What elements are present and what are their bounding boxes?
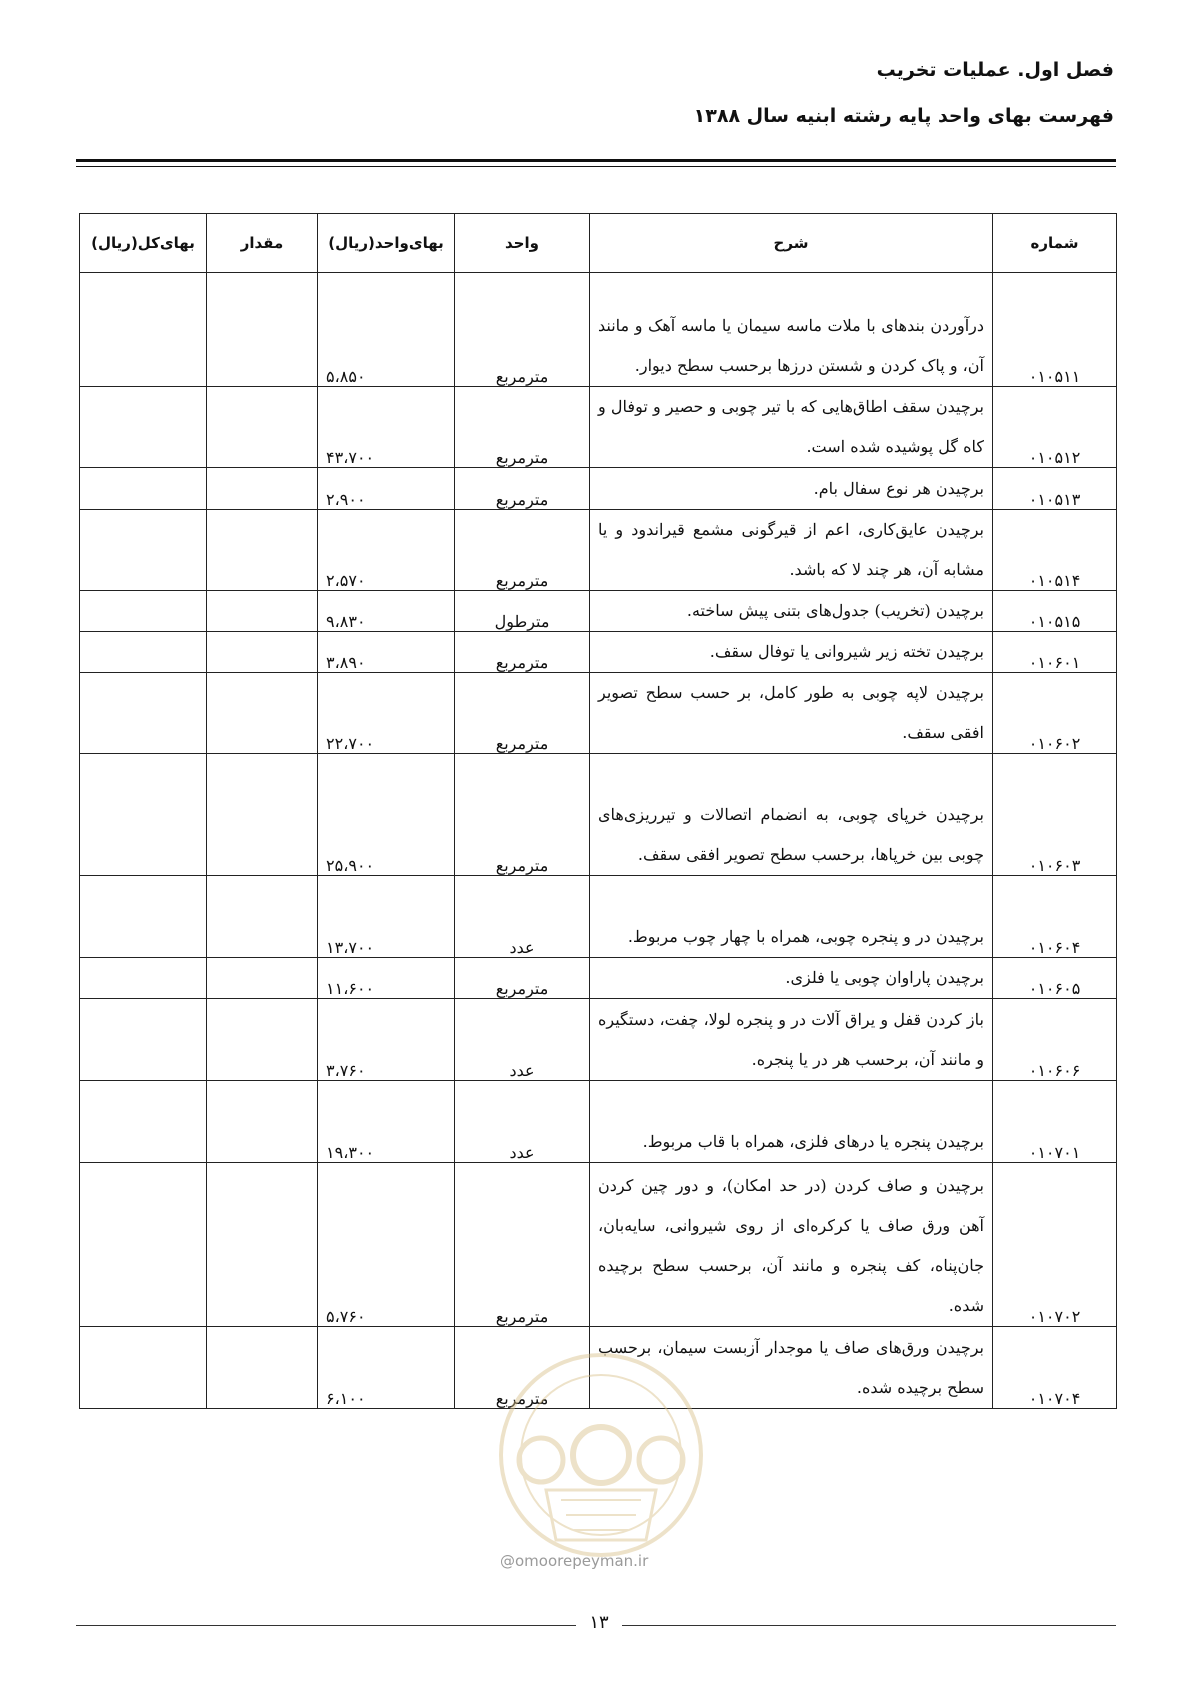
row-quantity (207, 999, 318, 1081)
row-quantity (207, 387, 318, 468)
row-unit: مترمربع (455, 1163, 590, 1327)
row-description: برچیدن پاراوان چوبی یا فلزی. (590, 958, 993, 999)
page-number: ۱۳ (589, 1612, 609, 1633)
row-quantity (207, 958, 318, 999)
row-description: برچیدن و صاف کردن (در حد امکان)، و دور چین کردن آهن ورق صاف یا کرکره‌ای از روی شیروانی، سایه‌بان، جان‌پناه، کف پنجره و مانند آن، برحسب سطح برچیده شده. (590, 1163, 993, 1327)
row-total (80, 958, 207, 999)
row-code: ۰۱۰۵۱۳ (993, 468, 1117, 510)
row-code: ۰۱۰۶۰۱ (993, 632, 1117, 673)
row-unit-price: ۲۲،۷۰۰ (318, 673, 455, 754)
row-code: ۰۱۰۵۱۲ (993, 387, 1117, 468)
footer-rule-left (76, 1625, 576, 1626)
row-unit-price: ۲،۹۰۰ (318, 468, 455, 510)
row-quantity (207, 1163, 318, 1327)
row-code: ۰۱۰۷۰۴ (993, 1327, 1117, 1409)
row-description: برچیدن خرپای چوبی، به انضمام اتصالات و تیرریزی‌های چوبی بین خرپاها، برحسب سطح تصویر افقی سقف. (590, 754, 993, 876)
col-header-unit: واحد (455, 214, 590, 273)
row-code: ۰۱۰۵۱۴ (993, 510, 1117, 591)
row-total (80, 632, 207, 673)
row-total (80, 1163, 207, 1327)
row-unit: عدد (455, 1081, 590, 1163)
row-code: ۰۱۰۶۰۴ (993, 876, 1117, 958)
row-description: درآوردن بندهای با ملات ماسه سیمان یا ماسه آهک و مانند آن، و پاک کردن و شستن درزها برحسب سطح دیوار. (590, 273, 993, 387)
row-description: برچیدن پنجره یا درهای فلزی، همراه با قاب مربوط. (590, 1081, 993, 1163)
header-rule-thick (76, 159, 1116, 162)
row-unit-price: ۱۱،۶۰۰ (318, 958, 455, 999)
row-description: برچیدن سقف اطاق‌هایی که با تیر چوبی و حصیر و توفال و کاه گل پوشیده شده است. (590, 387, 993, 468)
row-description: برچیدن هر نوع سفال بام. (590, 468, 993, 510)
row-unit-price: ۳،۸۹۰ (318, 632, 455, 673)
row-quantity (207, 754, 318, 876)
row-unit-price: ۲۵،۹۰۰ (318, 754, 455, 876)
row-total (80, 876, 207, 958)
row-description: برچیدن در و پنجره چوبی، همراه با چهار چوب مربوط. (590, 876, 993, 958)
row-unit-price: ۶،۱۰۰ (318, 1327, 455, 1409)
table-row (80, 876, 1117, 958)
table-row (80, 387, 1117, 468)
row-description: برچیدن ورق‌های صاف یا موجدار آزبست سیمان، برحسب سطح برچیده شده. (590, 1327, 993, 1409)
row-code: ۰۱۰۵۱۵ (993, 591, 1117, 632)
row-total (80, 273, 207, 387)
row-unit: مترمربع (455, 673, 590, 754)
row-quantity (207, 510, 318, 591)
col-header-total: بهای‌کل(ریال) (80, 214, 207, 273)
row-unit-price: ۹،۸۳۰ (318, 591, 455, 632)
footer-rule-right (622, 1625, 1116, 1626)
row-total (80, 754, 207, 876)
row-code: ۰۱۰۶۰۳ (993, 754, 1117, 876)
price-list-table (79, 213, 1117, 1409)
table-row (80, 999, 1117, 1081)
row-unit: مترمربع (455, 632, 590, 673)
table-row (80, 632, 1117, 673)
row-unit-price: ۵،۸۵۰ (318, 273, 455, 387)
watermark-site-text: @omoorepeyman.ir (500, 1552, 649, 1570)
row-total (80, 510, 207, 591)
row-unit-price: ۵،۷۶۰ (318, 1163, 455, 1327)
row-description: برچیدن تخته زیر شیروانی یا توفال سقف. (590, 632, 993, 673)
row-quantity (207, 876, 318, 958)
document-title: فهرست بهای واحد پایه رشته ابنیه سال ۱۳۸۸ (693, 105, 1114, 127)
row-code: ۰۱۰۵۱۱ (993, 273, 1117, 387)
row-unit-price: ۱۳،۷۰۰ (318, 876, 455, 958)
row-unit-price: ۴۳،۷۰۰ (318, 387, 455, 468)
row-quantity (207, 673, 318, 754)
table-row (80, 1327, 1117, 1409)
chapter-title: فصل اول. عملیات تخریب (876, 59, 1114, 81)
table-row (80, 754, 1117, 876)
row-unit: مترمربع (455, 510, 590, 591)
row-unit: مترمربع (455, 1327, 590, 1409)
table-row (80, 958, 1117, 999)
row-unit: مترمربع (455, 958, 590, 999)
row-code: ۰۱۰۶۰۵ (993, 958, 1117, 999)
table-row (80, 1163, 1117, 1327)
row-quantity (207, 273, 318, 387)
row-quantity (207, 1327, 318, 1409)
row-unit: مترمربع (455, 387, 590, 468)
row-quantity (207, 468, 318, 510)
row-description: برچیدن (تخریب) جدول‌های بتنی پیش ساخته. (590, 591, 993, 632)
row-unit-price: ۱۹،۳۰۰ (318, 1081, 455, 1163)
row-total (80, 591, 207, 632)
row-total (80, 673, 207, 754)
row-total (80, 1081, 207, 1163)
row-code: ۰۱۰۷۰۲ (993, 1163, 1117, 1327)
row-description: باز کردن قفل و یراق آلات در و پنجره لولا، چفت، دستگیره و مانند آن، برحسب هر در یا پنجره. (590, 999, 993, 1081)
col-header-unit-price: بهای‌واحد(ریال) (318, 214, 455, 273)
row-description: برچیدن لاپه چوبی به طور کامل، بر حسب سطح تصویر افقی سقف. (590, 673, 993, 754)
row-total (80, 999, 207, 1081)
row-code: ۰۱۰۶۰۲ (993, 673, 1117, 754)
table-row (80, 468, 1117, 510)
col-header-quantity: مقدار (207, 214, 318, 273)
page-header (74, 58, 1114, 128)
table-row (80, 273, 1117, 387)
row-total (80, 1327, 207, 1409)
row-total (80, 387, 207, 468)
row-unit: مترمربع (455, 468, 590, 510)
table-row (80, 1081, 1117, 1163)
row-unit-price: ۳،۷۶۰ (318, 999, 455, 1081)
row-quantity (207, 591, 318, 632)
row-quantity (207, 1081, 318, 1163)
row-unit-price: ۲،۵۷۰ (318, 510, 455, 591)
row-unit: عدد (455, 876, 590, 958)
row-unit: مترمربع (455, 273, 590, 387)
row-code: ۰۱۰۷۰۱ (993, 1081, 1117, 1163)
col-header-description: شرح (590, 214, 993, 273)
table-header-row (80, 214, 1117, 273)
table-row (80, 673, 1117, 754)
row-total (80, 468, 207, 510)
row-unit: عدد (455, 999, 590, 1081)
table-row (80, 591, 1117, 632)
header-rule-thin (76, 166, 1116, 167)
table-row (80, 510, 1117, 591)
row-code: ۰۱۰۶۰۶ (993, 999, 1117, 1081)
row-description: برچیدن عایق‌کاری، اعم از قیرگونی مشمع قیراندود و یا مشابه آن، هر چند لا که باشد. (590, 510, 993, 591)
row-unit: مترطول (455, 591, 590, 632)
row-quantity (207, 632, 318, 673)
col-header-code: شماره (993, 214, 1117, 273)
row-unit: مترمربع (455, 754, 590, 876)
